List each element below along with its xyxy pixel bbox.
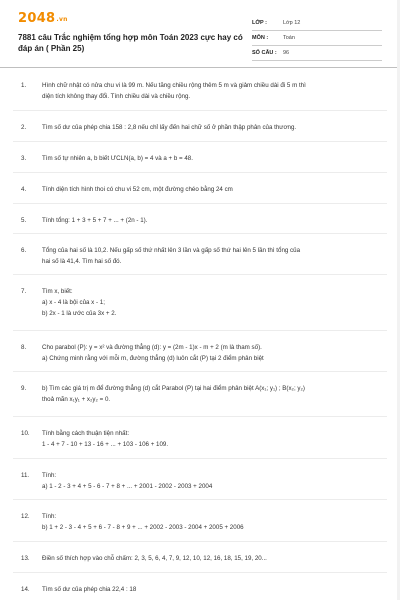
question-text	[42, 80, 387, 102]
question-number: 6.	[21, 247, 27, 254]
question-text	[42, 184, 387, 195]
question-line: b) 1 + 2 - 3 - 4 + 5 + 6 - 7 - 8 + 9 + ... + 2002 - 2003 - 2004 + 2005 + 2006	[42, 524, 244, 531]
question-number: 5.	[21, 217, 27, 224]
question-line: b) Tìm các giá trị m để đường thẳng (d) cắt Parabol (P) tại hai điểm phân biệt A(x₁; y₁) ; B(x₂; y₂)	[42, 385, 305, 392]
question-line: Tìm x, biết:	[42, 288, 73, 295]
question-text	[42, 584, 387, 595]
question-number: 8.	[21, 344, 27, 351]
question-divider	[13, 172, 387, 173]
question-text	[42, 383, 387, 405]
document-title: 7881 câu Trắc nghiệm tổng hợp môn Toán 2023 cực hay có đáp án ( Phần 25)	[18, 33, 243, 53]
question-divider	[13, 458, 387, 459]
question-line: Cho parabol (P): y = x² và đường thẳng (d): y = (2m - 1)x - m + 2 (m là tham số).	[42, 344, 262, 351]
meta-label: SỐ CÂU :	[252, 50, 277, 56]
question-divider	[13, 110, 387, 111]
question-divider	[13, 274, 387, 275]
meta-label: LỚP :	[252, 20, 267, 26]
meta-row-count	[252, 46, 382, 61]
question-divider	[13, 233, 387, 234]
question-divider	[13, 203, 387, 204]
meta-value: 96	[283, 50, 290, 56]
logo-brand: 2048	[18, 11, 56, 26]
question-divider	[13, 499, 387, 500]
question-line: thoả mãn x₁y₁ + x₂y₂ = 0.	[42, 396, 111, 403]
meta-value: Lớp 12	[283, 20, 301, 26]
question-text	[42, 342, 387, 364]
question-text	[42, 470, 387, 492]
meta-row-subject	[252, 31, 382, 46]
question-divider	[13, 371, 387, 372]
question-number: 10.	[21, 430, 30, 437]
site-logo[interactable]	[18, 11, 68, 26]
question-line: Tính tổng: 1 + 3 + 5 + 7 + ... + (2n - 1).	[42, 217, 148, 224]
question-text	[42, 122, 387, 133]
question-divider	[13, 572, 387, 573]
question-number: 2.	[21, 124, 27, 131]
question-line: Điền số thích hợp vào chỗ chấm: 2, 3, 5, 6, 4, 7, 9, 12, 10, 12, 16, 18, 15, 19, 20...	[42, 555, 267, 562]
question-line: hai số là 41,4. Tìm hai số đó.	[42, 258, 122, 265]
question-number: 9.	[21, 385, 27, 392]
question-number: 4.	[21, 186, 27, 193]
question-number: 14.	[21, 586, 30, 593]
question-line: Tổng của hai số là 10,2. Nếu gấp số thứ nhất lên 3 lần và gấp số thứ hai lên 5 lần thì tổng của	[42, 247, 301, 254]
question-divider	[13, 541, 387, 542]
question-line: 1 - 4 + 7 - 10 + 13 - 16 + ... + 103 - 106 + 109.	[42, 441, 169, 448]
question-line: Tính bằng cách thuận tiện nhất:	[42, 430, 130, 437]
question-line: Hình chữ nhật có nửa chu vi là 99 m. Nếu tăng chiều rộng thêm 5 m và giảm chiều dài đi 5 m thì	[42, 82, 306, 89]
question-number: 13.	[21, 555, 30, 562]
question-number: 1.	[21, 82, 27, 89]
question-text	[42, 553, 387, 564]
header-divider	[0, 67, 400, 68]
question-text	[42, 511, 387, 533]
question-number: 7.	[21, 288, 27, 295]
question-line: Tính:	[42, 472, 57, 479]
question-line: Tìm số tự nhiên a, b biết ƯCLN(a, b) = 4 và a + b = 48.	[42, 155, 193, 162]
question-divider	[13, 330, 387, 331]
meta-label: MÔN :	[252, 35, 269, 41]
meta-row-class	[252, 16, 382, 31]
question-text	[42, 428, 387, 450]
question-text	[42, 153, 387, 164]
meta-value: Toán	[283, 35, 295, 41]
question-line: Tính:	[42, 513, 57, 520]
question-text	[42, 215, 387, 226]
question-text	[42, 245, 387, 267]
question-divider	[13, 416, 387, 417]
question-line: Tìm số dư của phép chia 158 : 2,8 nếu chỉ lấy đến hai chữ số ở phần thập phân của thương.	[42, 124, 297, 131]
question-line: Tìm số dư của phép chia 22,4 : 18	[42, 586, 137, 593]
question-line: a) x - 4 là bội của x - 1;	[42, 299, 105, 306]
logo-suffix: .vn	[56, 16, 68, 23]
question-text	[42, 286, 387, 319]
meta-table	[252, 16, 382, 61]
question-line: diện tích không thay đổi. Tính chiều dài và chiều rộng.	[42, 93, 191, 100]
question-line: a) Chứng minh rằng với mỗi m, đường thẳng (d) luôn cắt (P) tại 2 điểm phân biệt	[42, 355, 264, 362]
header	[0, 0, 400, 62]
question-number: 3.	[21, 155, 27, 162]
question-line: b) 2x - 1 là ước của 3x + 2.	[42, 310, 117, 317]
question-line: Tính diện tích hình thoi có chu vi 52 cm, một đường chéo bằng 24 cm	[42, 186, 233, 193]
question-number: 11.	[21, 472, 30, 479]
question-number: 12.	[21, 513, 30, 520]
question-line: a) 1 - 2 - 3 + 4 + 5 - 6 - 7 + 8 + ... + 2001 - 2002 - 2003 + 2004	[42, 483, 213, 490]
question-divider	[13, 141, 387, 142]
